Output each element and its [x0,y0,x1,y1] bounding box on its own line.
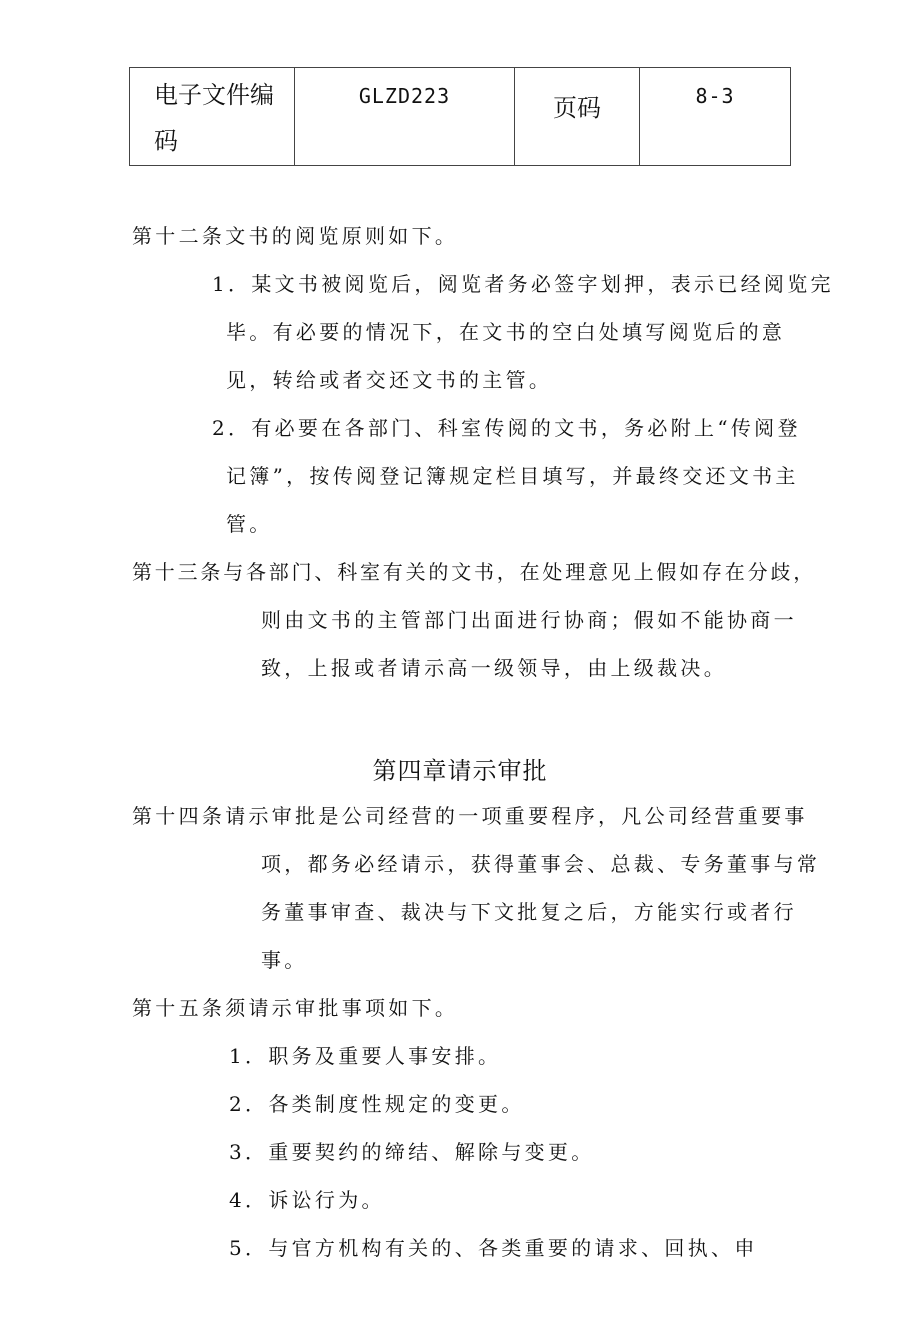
article-12-title: 第十二条文书的阅览原则如下。 [132,224,459,248]
article-13-line-2: 则由文书的主管部门出面进行协商；假如不能协商一 [261,608,797,632]
page-value-cell [640,68,791,166]
article-14-line-3: 务董事审查、裁决与下文批复之后，方能实行或者行 [261,900,797,924]
code-value: GLZD223 [358,84,451,108]
article-15-item-5: 5．与官方机构有关的、各类重要的请求、回执、申 [229,1236,758,1260]
article-12-item-1-line-2: 毕。有必要的情况下，在文书的空白处填写阅览后的意 [226,320,786,344]
article-14-line-2: 项，都务必经请示，获得董事会、总裁、专务董事与常 [261,852,821,876]
article-12-item-2-line-2: 记簿”，按传阅登记簿规定栏目填写，并最终交还文书主 [226,464,799,488]
page-value: 8-3 [695,84,735,108]
document-header-table [129,67,791,166]
article-13-line-1: 第十三条与各部门、科室有关的文书，在处理意见上假如存在分歧， [132,560,816,584]
code-value-cell [295,68,515,166]
article-12-item-1-line-3: 见，转给或者交还文书的主管。 [226,368,553,392]
article-12-item-2-line-3: 管。 [226,512,273,536]
article-14-line-1: 第十四条请示审批是公司经营的一项重要程序，凡公司经营重要事 [132,804,808,828]
chapter-heading: 第四章请示审批 [372,757,548,785]
article-14-line-4: 事。 [261,948,308,972]
article-12-item-1-line-1: 1．某文书被阅览后，阅览者务必签字划押，表示已经阅览完 [212,272,834,296]
article-15-item-3: 3．重要契约的缔结、解除与变更。 [229,1140,595,1164]
code-label-cell [130,68,295,166]
article-15-title: 第十五条须请示审批事项如下。 [132,996,459,1020]
page-label-cell [515,68,640,166]
code-label: 电子文件编码 [154,81,274,155]
article-15-item-4: 4．诉讼行为。 [229,1188,385,1212]
article-12-item-2-line-1: 2．有必要在各部门、科室传阅的文书，务必附上“传阅登 [212,416,801,440]
article-13-line-3: 致，上报或者请示高一级领导，由上级裁决。 [261,656,727,680]
article-15-item-2: 2．各类制度性规定的变更。 [229,1092,525,1116]
article-15-item-1: 1．职务及重要人事安排。 [229,1044,502,1068]
page-label: 页码 [553,94,601,122]
